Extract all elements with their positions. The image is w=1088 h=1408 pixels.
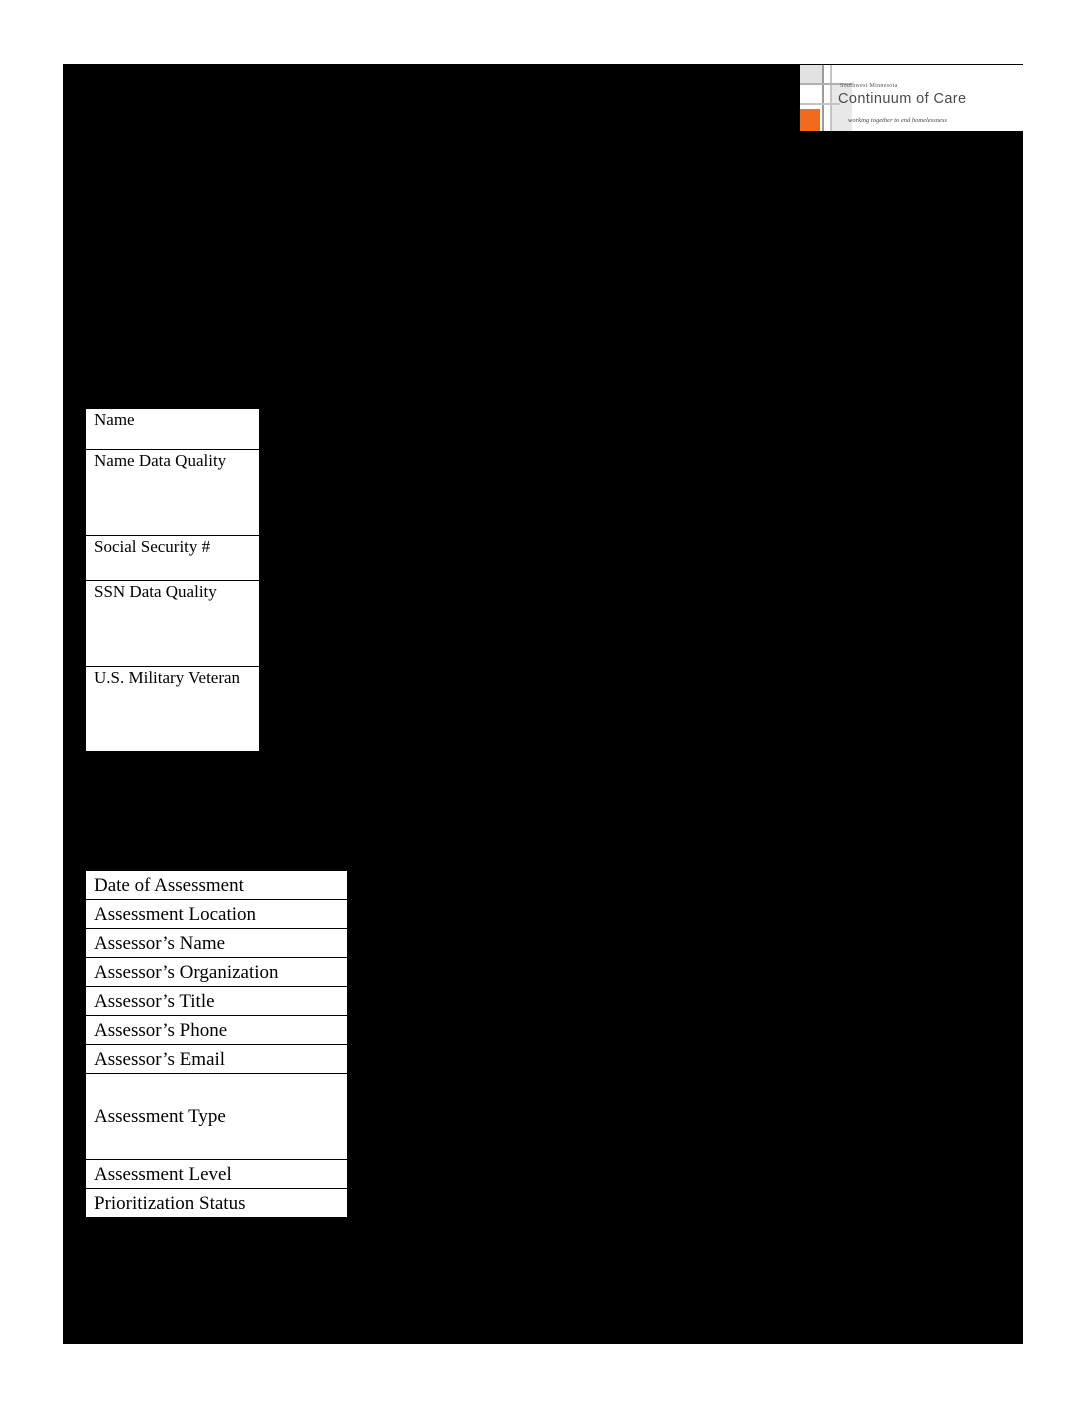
logo-orange-square	[800, 109, 820, 131]
field-label-prioritization-status: Prioritization Status	[86, 1189, 348, 1218]
table-row	[86, 409, 260, 450]
logo-grid-line	[822, 65, 824, 131]
field-label-assessor-title: Assessor’s Title	[86, 987, 348, 1016]
table-row	[86, 581, 260, 667]
table-row	[86, 958, 348, 987]
field-label-name: Name	[86, 409, 260, 450]
table-row	[86, 667, 260, 752]
field-label-assessor-phone: Assessor’s Phone	[86, 1016, 348, 1045]
logo-tagline: working together to end homelessness	[848, 117, 947, 124]
table-row	[86, 900, 348, 929]
field-label-ssn-data-quality: SSN Data Quality	[86, 581, 260, 667]
field-label-assessor-organization: Assessor’s Organization	[86, 958, 348, 987]
field-label-assessment-level: Assessment Level	[86, 1160, 348, 1189]
field-label-assessment-location: Assessment Location	[86, 900, 348, 929]
table-row	[86, 987, 348, 1016]
logo-grid-line	[800, 103, 840, 105]
field-label-name-data-quality: Name Data Quality	[86, 450, 260, 536]
table-row	[86, 929, 348, 958]
logo-main-text: Continuum of Care	[838, 91, 967, 107]
logo-grid-line	[830, 65, 832, 131]
table-row	[86, 536, 260, 581]
table-row	[86, 871, 348, 900]
field-label-military-veteran: U.S. Military Veteran	[86, 667, 260, 752]
continuum-of-care-logo	[800, 65, 1023, 131]
field-label-assessor-name: Assessor’s Name	[86, 929, 348, 958]
table-row	[86, 1160, 348, 1189]
assessment-info-table	[85, 870, 348, 1218]
field-label-social-security: Social Security #	[86, 536, 260, 581]
logo-small-text: Southwest Minnesota	[840, 83, 898, 89]
table-row	[86, 1045, 348, 1074]
client-info-table	[85, 408, 260, 752]
table-row	[86, 1074, 348, 1160]
table-row	[86, 1189, 348, 1218]
field-label-assessor-email: Assessor’s Email	[86, 1045, 348, 1074]
logo-map-shape	[800, 65, 822, 83]
table-row	[86, 1016, 348, 1045]
field-label-date-of-assessment: Date of Assessment	[86, 871, 348, 900]
table-row	[86, 450, 260, 536]
field-label-assessment-type: Assessment Type	[86, 1074, 348, 1160]
